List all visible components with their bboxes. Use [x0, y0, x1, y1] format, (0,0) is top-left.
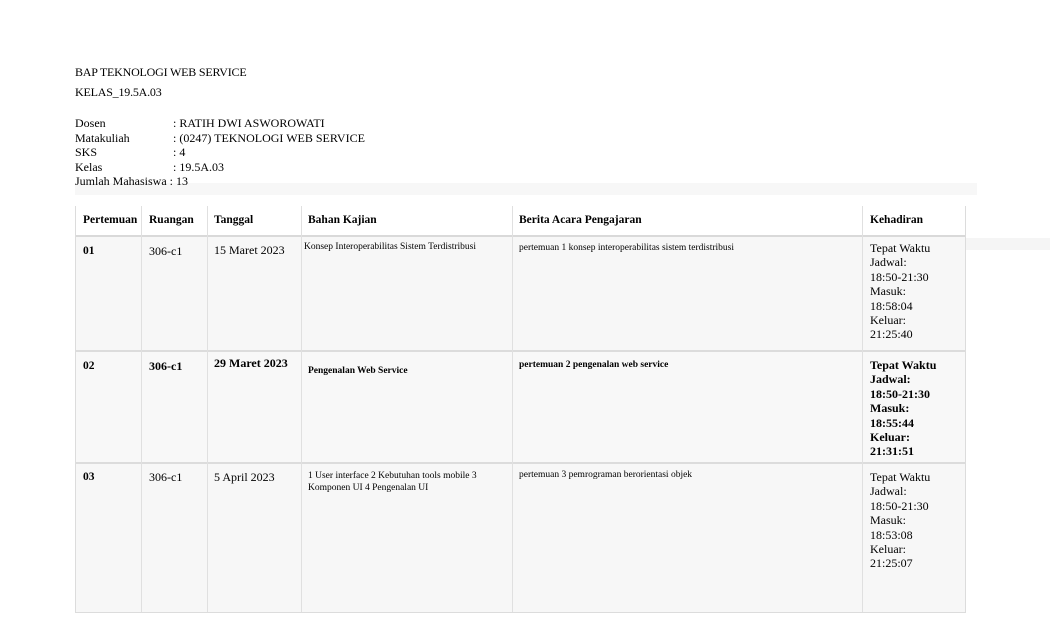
info-row-matakuliah [75, 131, 365, 146]
cell-pertemuan: 01 [83, 245, 95, 257]
kehadiran-line: 18:50-21:30 [870, 269, 929, 284]
cell-pertemuan: 02 [83, 360, 95, 372]
table-row [76, 237, 965, 352]
attendance-table [75, 206, 966, 613]
info-value: : 13 [169, 174, 188, 189]
cell-bahan-kajian: Pengenalan Web Service [308, 366, 408, 376]
info-row-kelas [75, 160, 365, 175]
info-row-jumlah-mahasiswa [75, 174, 365, 189]
cell-bahan-kajian: Konsep Interoperabilitas Sistem Terdistribusi [304, 242, 476, 252]
column-divider [512, 206, 513, 612]
cell-tanggal: 15 Maret 2023 [214, 243, 285, 257]
header-berita-acara: Berita Acara Pengajaran [519, 214, 642, 226]
cell-kehadiran [870, 470, 958, 571]
kehadiran-line: Keluar: [870, 542, 906, 557]
table-header [76, 206, 965, 237]
table-row [76, 464, 965, 612]
info-value: : 4 [173, 145, 186, 160]
cell-ruangan: 306-c1 [149, 470, 183, 484]
info-label: Kelas [75, 159, 103, 174]
kehadiran-status: Tepat Waktu [870, 241, 931, 255]
kehadiran-line: Keluar: [870, 430, 910, 445]
info-label: Dosen [75, 116, 106, 130]
column-divider [207, 206, 208, 612]
info-label: Matakuliah [75, 130, 130, 145]
cell-tanggal: 29 Maret 2023 [214, 356, 288, 370]
kehadiran-line: Keluar: [870, 313, 906, 328]
header-kehadiran: Kehadiran [870, 214, 924, 226]
cell-kehadiran [870, 358, 958, 459]
kehadiran-line: 21:31:51 [870, 444, 914, 459]
column-divider [862, 206, 863, 612]
cell-pertemuan: 03 [83, 471, 95, 483]
background-band [963, 238, 1050, 250]
kehadiran-line: 18:50-21:30 [870, 386, 930, 401]
kehadiran-line: Jadwal: [870, 484, 907, 499]
kehadiran-line: 21:25:07 [870, 556, 913, 571]
info-label: Jumlah Mahasiswa [75, 174, 167, 189]
table-row [76, 352, 965, 464]
info-row-sks [75, 145, 365, 160]
cell-kehadiran [870, 241, 958, 342]
cell-berita-acara: pertemuan 2 pengenalan web service [519, 360, 669, 370]
course-info [75, 116, 365, 189]
header-tanggal: Tanggal [214, 214, 254, 226]
header-ruangan: Ruangan [149, 214, 194, 226]
header-pertemuan: Pertemuan [83, 214, 138, 226]
document-title: BAP TEKNOLOGI WEB SERVICE [75, 65, 247, 79]
header-bahan-kajian: Bahan Kajian [308, 214, 377, 226]
cell-berita-acara: pertemuan 3 pemrograman berorientasi objek [519, 470, 693, 480]
kehadiran-line: Masuk: [870, 513, 906, 528]
kehadiran-status: Tepat Waktu [870, 470, 931, 484]
column-divider [141, 206, 142, 612]
info-value: : (0247) TEKNOLOGI WEB SERVICE [173, 130, 365, 145]
info-value: : RATIH DWI ASWOROWATI [173, 116, 325, 130]
cell-ruangan: 306-c1 [149, 244, 183, 258]
kehadiran-line: Jadwal: [870, 255, 907, 270]
kehadiran-line: 18:53:08 [870, 527, 913, 542]
info-row-dosen [75, 116, 365, 131]
kehadiran-line: Masuk: [870, 284, 906, 299]
cell-ruangan: 306-c1 [149, 359, 183, 373]
kehadiran-line: Jadwal: [870, 372, 911, 387]
column-divider [301, 206, 302, 612]
info-value: : 19.5A.03 [173, 159, 224, 174]
kehadiran-line: Masuk: [870, 401, 910, 416]
kehadiran-line: 18:58:04 [870, 298, 913, 313]
cell-bahan-kajian: 1 User interface 2 Kebutuhan tools mobile 3 Komponen UI 4 Pengenalan UI [308, 471, 477, 493]
kehadiran-line: 18:55:44 [870, 415, 914, 430]
kehadiran-line: 18:50-21:30 [870, 498, 929, 513]
info-label: SKS [75, 145, 98, 160]
cell-tanggal: 5 April 2023 [214, 470, 275, 484]
kehadiran-line: 21:25:40 [870, 327, 913, 342]
kehadiran-status: Tepat Waktu [870, 358, 937, 372]
cell-berita-acara: pertemuan 1 konsep interoperabilitas sistem terdistribusi [519, 243, 735, 253]
class-code: KELAS_19.5A.03 [75, 85, 162, 99]
